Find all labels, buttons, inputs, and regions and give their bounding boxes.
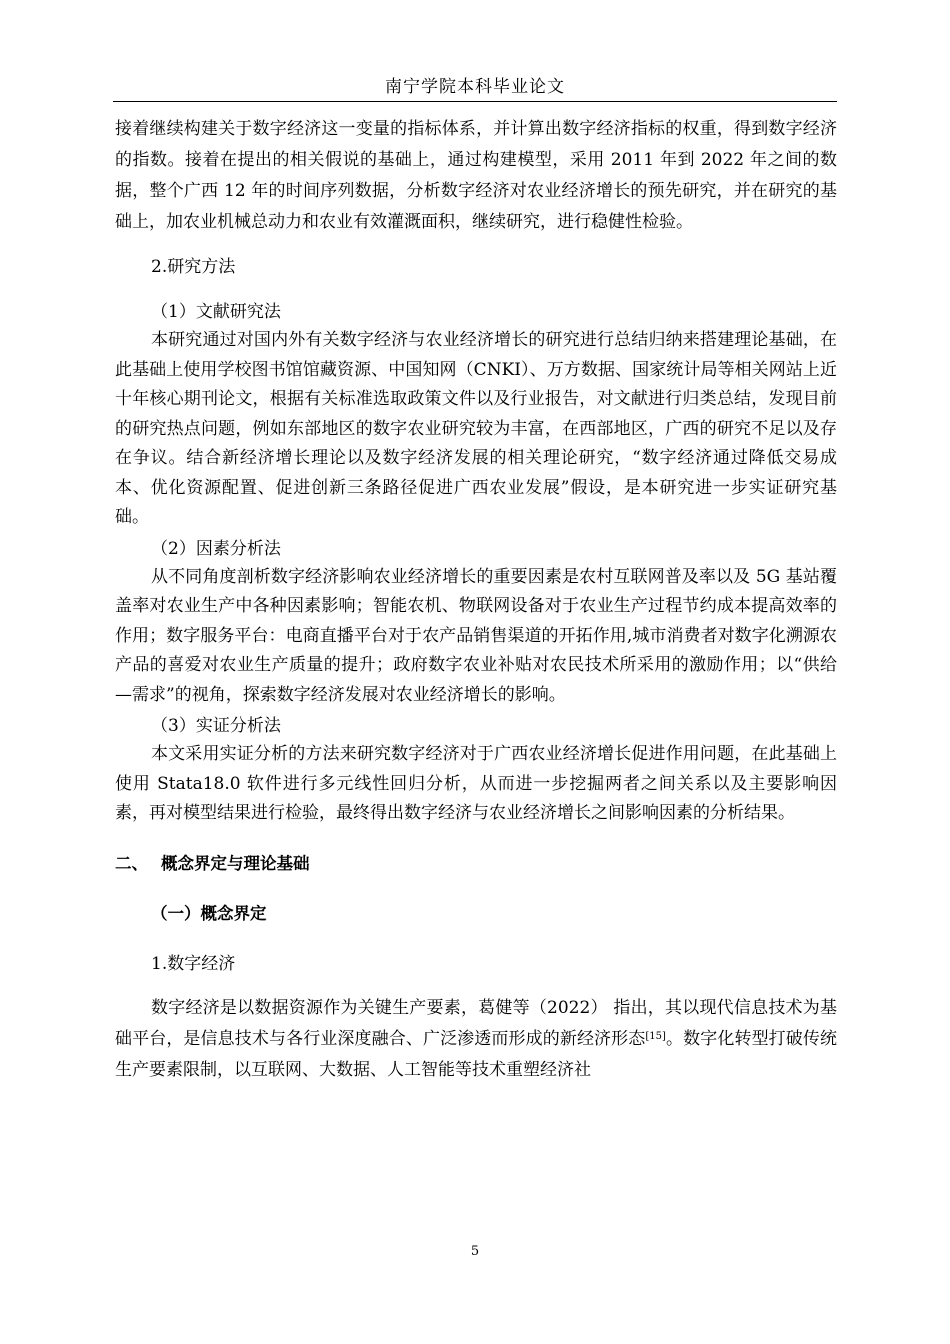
page-number: 5 [470,1244,480,1259]
empirical-method-paragraph: 本文采用实证分析的方法来研究数字经济对于广西农业经济增长促进作用问题，在此基础上使用 Stata18.0 软件进行多元线性回归分析，从而进一步挖掘两者之间关系以及主要影响因素，再对模型结果进行检验，最终得出数字经济与农业经济增长之间影响因素的分析结果。 [115,744,837,823]
running-header: 南宁学院本科毕业论文 [385,77,565,97]
definition-text: 数字经济是以数据资源作为关键生产要素，葛健等（2022） 指出，其以现代信息技术为基础平台，是信息技术与各行业深度融合、广泛渗透而形成的新经济形态 [115,997,837,1049]
factor-method-heading: （2）因素分析法 [151,538,281,559]
subsection-heading: （一）概念界定 [151,903,267,923]
methods-heading: 2.研究方法 [151,257,236,277]
empirical-method-heading: （3）实证分析法 [151,716,281,736]
citation-marker: [15] [645,1030,666,1042]
factor-method-paragraph: 从不同角度剖析数字经济影响农业经济增长的重要因素是农村互联网普及率以及 5G 基站覆盖率对农业生产中各种因素影响；智能农机、物联网设备对于农业生产过程节约成本提高效率的作用；数字服务平台：电商直播平台对于农产品销售渠道的开拓作用,城市消费者对数字化溯源农产品的喜爱对农业生产质量的提升；政府数字农业补贴对农民技术所采用的激励作用；以“供给—需求”的视角，探索数字经济发展对农业经济增长的影响。 [115,566,837,705]
item-heading: 1.数字经济 [151,953,236,974]
definition-paragraph [115,993,837,1086]
literature-method-heading: （1）文献研究法 [151,302,281,322]
section-number: 二、 [115,853,148,873]
intro-paragraph: 接着继续构建关于数字经济这一变量的指标体系，并计算出数字经济指标的权重，得到数字经济的指数。接着在提出的相关假说的基础上，通过构建模型，采用 2011 年到 2022 年之间的数据，整个广西 12 年的时间序列数据，分析数字经济对农业经济增长的预先研究，并在研究的基础上，加农业机械总动力和农业有效灌溉面积，继续研究，进行稳健性检验。 [115,119,837,232]
definition-text-continued: 。数字化转型打破传统生产要素限制，以互联网、大数据、人工智能等技术重塑经济社 [115,1028,838,1080]
section-title: 概念界定与理论基础 [161,853,310,873]
section-heading [115,849,837,879]
literature-method-paragraph: 本研究通过对国内外有关数字经济与农业经济增长的研究进行总结归纳来搭建理论基础，在此基础上使用学校图书馆馆藏资源、中国知网（CNKI）、万方数据、国家统计局等相关网站上近十年核心期刊论文，根据有关标准选取政策文件以及行业报告，对文献进行归类总结，发现目前的研究热点问题，例如东部地区的数字农业研究较为丰富，在西部地区，广西的研究不足以及存在争议。结合新经济增长理论以及数字经济发展的相关理论研究，“数字经济通过降低交易成本、优化资源配置、促进创新三条路径促进广西农业发展”假设，是本研究进一步实证研究基础。 [115,330,837,527]
header-rule [113,101,837,102]
page-body [115,114,837,1086]
